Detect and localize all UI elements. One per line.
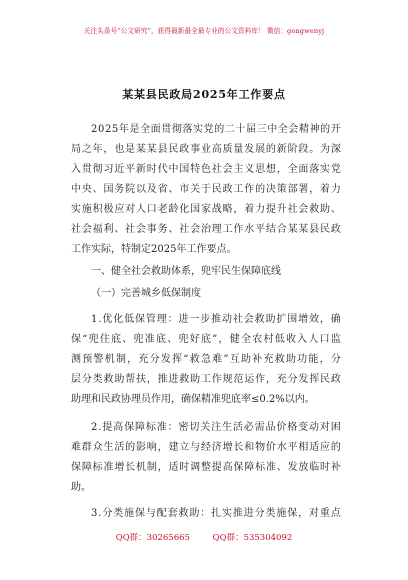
body-line: 社 会 福 利 、 社 会 事 务 、 社 会 治 理 工 作 水 平 结 合 某 某 县 民 政 xyxy=(71,224,341,235)
body-line: 局 之 年 ， 也 是 某 某 县 民 政 事 业 高 质 量 发 展 的 新 阶 段 。 为 深 xyxy=(71,144,341,155)
body-line: 保 障 标 准 增 长 机 制 ， 适 时 调 整 提 高 保 障 标 准 、 发 放 临 时 补 xyxy=(71,462,341,473)
body-line: 助理和民政协理员作用，确保精准兜底率≤0.2%以内。 xyxy=(71,394,315,405)
body-line: 保 “ 兜 住 底 、 兜 准 底 、 兜 好 底 ” ， 健 全 农 村 低 收 入 人 口 监 xyxy=(71,334,341,345)
body-line: 入 贯 彻 习 近 平 新 时 代 中 国 特 色 社 会 主 义 思 想 ， 全 面 落 实 党 xyxy=(71,164,341,175)
body-line: 中 央 、 国 务 院 以 及 省 、 市 关 于 民 政 工 作 的 决 策 部 署 ， 着 力 xyxy=(71,184,341,195)
section-heading: 一、健全社会救助体系，兜牢民生保障底线 xyxy=(91,266,281,277)
body-line: 2 . 提 高 保 障 标 准 ： 密 切 关 注 生 活 必 需 品 价 格 变 动 对 困 xyxy=(91,422,341,433)
footer-contact xyxy=(0,531,408,543)
body-line: 层 分 类 救 助 帮 扶 ， 推 进 救 助 工 作 规 范 运 作 ， 充 分 发 挥 民 政 xyxy=(71,374,341,385)
body-line: 工作实际，特制定2025年工作要点。 xyxy=(71,244,237,255)
body-line: 2 0 2 5 年 是 全 面 贯 彻 落 实 党 的 二 十 届 三 中 全 会 精 神 的 开 xyxy=(91,124,341,135)
body-line: 测 预 警 机 制 ， 充 分 发 挥 “ 救 急 难 ” 互 助 补 充 救 助 功 能 ， 分 xyxy=(71,354,341,365)
body-line: 难 群 众 生 活 的 影 响 ， 建 立 与 经 济 增 长 和 物 价 水 平 相 适 应 的 xyxy=(71,442,341,453)
header-banner: 关注头条号“公文研究”，获得最新最全最专业的公文资料库！ 微信：gongwenyj xyxy=(83,27,325,35)
footer-qq-group-2: QQ群：535304092 xyxy=(212,533,293,543)
body-line: 实 施 积 极 应 对 人 口 老 龄 化 国 家 战 略 ， 着 力 提 升 社 会 救 助 、 xyxy=(71,204,341,215)
document-title: 某某县民政局2025年工作要点 xyxy=(122,88,286,101)
body-line: 助。 xyxy=(71,482,91,493)
subsection-heading: （一）完善城乡低保制度 xyxy=(91,288,201,299)
body-line: 1 . 优 化 低 保 管 理 ： 进 一 步 推 动 社 会 救 助 扩 围 增 效 ， 确 xyxy=(91,314,341,325)
body-line: 3 . 分 类 施 保 与 配 套 救 助 ： 扎 实 推 进 分 类 施 保 ， 对 重 点 xyxy=(91,508,341,519)
footer-qq-group-1: QQ群：30265665 xyxy=(115,533,190,543)
